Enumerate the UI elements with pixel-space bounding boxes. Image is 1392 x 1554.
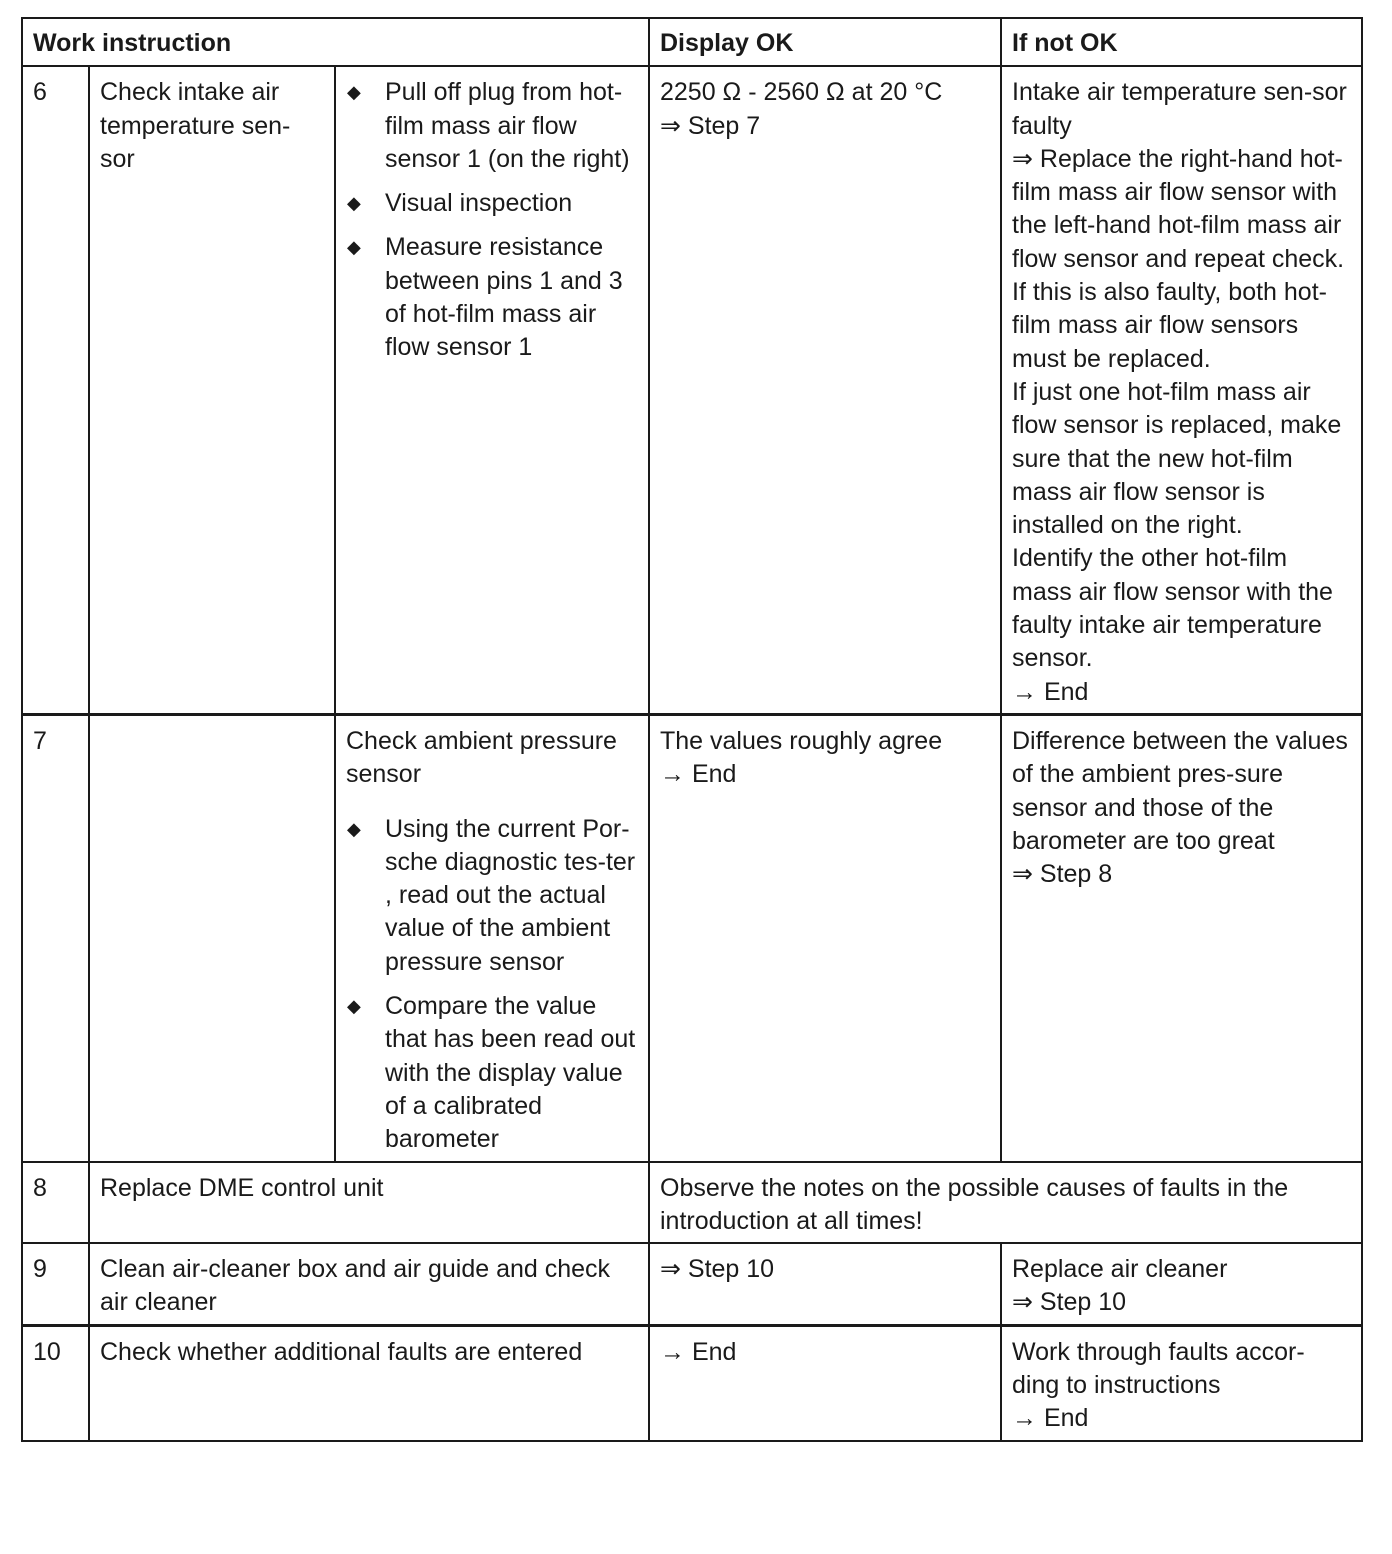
- diamond-bullet-icon: ◆: [347, 237, 361, 258]
- list-item: [346, 990, 638, 1156]
- action-text: Measure resistance between pins 1 and 3 of hot-film mass air flow sensor 1: [385, 233, 623, 362]
- step-actions: [335, 66, 649, 714]
- list-item: [346, 231, 638, 364]
- if-not-ok-text: Intake air temperature sen-sor faulty: [1012, 78, 1347, 140]
- step-action: Replace DME control unit: [89, 1162, 649, 1244]
- if-not-ok-text: ⇒ Replace the right-hand hot-film mass air flow sensor with the left-hand hot-film mass air flow sensor and repeat check.: [1012, 144, 1345, 273]
- if-not-ok-next: → End: [1012, 1404, 1089, 1433]
- if-not-ok-text: Difference between the values of the ambient pres-sure sensor and those of the barometer are too great: [1012, 726, 1348, 855]
- list-item: [346, 76, 638, 176]
- display-ok-next: → End: [660, 760, 737, 789]
- action-text: Visual inspection: [385, 189, 573, 218]
- action-text: Pull off plug from hot-film mass air flow sensor 1 (on the right): [385, 78, 630, 173]
- header-row: [22, 18, 1362, 66]
- header-work-instruction: Work instruction: [22, 18, 649, 66]
- step-number: 7: [22, 714, 89, 1161]
- if-not-ok-cell: [1001, 66, 1362, 714]
- display-ok-value: The values roughly agree: [660, 726, 943, 755]
- action-text: Compare the value that has been read out with the display value of a calibrated barometer: [385, 992, 636, 1154]
- table-row: [22, 714, 1362, 1161]
- step-title: Check intake air temperature sen-sor: [89, 66, 335, 714]
- display-ok-next: ⇒ Step 7: [660, 111, 761, 140]
- if-not-ok-text: Identify the other hot-film mass air flow sensor with the faulty intake air temperature sensor.: [1012, 544, 1333, 673]
- diamond-bullet-icon: ◆: [347, 82, 361, 103]
- if-not-ok-cell: [1001, 714, 1362, 1161]
- display-ok-value: 2250 Ω - 2560 Ω at 20 °C: [660, 78, 943, 107]
- step-number: 8: [22, 1162, 89, 1244]
- step-number: 9: [22, 1243, 89, 1325]
- if-not-ok-text: Work through faults accor-ding to instructions: [1012, 1337, 1305, 1399]
- step-title: [89, 714, 335, 1161]
- action-lead: Check ambient pressure sensor: [346, 726, 617, 789]
- diamond-bullet-icon: ◆: [347, 818, 361, 839]
- if-not-ok-text: Replace air cleaner: [1012, 1255, 1228, 1284]
- if-not-ok-text: If just one hot-film mass air flow sensor is replaced, make sure that the new hot-film mass air flow sensor is installed on the right.: [1012, 377, 1342, 540]
- work-instruction-table: [21, 17, 1363, 1442]
- list-item: [346, 813, 638, 979]
- step-number: 10: [22, 1325, 89, 1440]
- action-text: Using the current Por-sche diagnostic tes-ter , read out the actual value of the ambient pressure sensor: [385, 814, 636, 976]
- diamond-bullet-icon: ◆: [347, 193, 361, 214]
- step-actions: [335, 714, 649, 1161]
- step-action: Check whether additional faults are entered: [89, 1325, 649, 1440]
- action-list: [346, 813, 638, 1157]
- step-number: 6: [22, 66, 89, 714]
- if-not-ok-cell: [1001, 1243, 1362, 1325]
- action-list: [346, 76, 638, 364]
- if-not-ok-cell: [1001, 1325, 1362, 1440]
- if-not-ok-next: → End: [1012, 677, 1089, 706]
- table-row: [22, 1325, 1362, 1440]
- display-ok-cell: [649, 714, 1001, 1161]
- step-action: Clean air-cleaner box and air guide and check air cleaner: [89, 1243, 649, 1325]
- header-display-ok: Display OK: [649, 18, 1001, 66]
- if-not-ok-text: If this is also faulty, both hot-film mass air flow sensors must be replaced.: [1012, 278, 1327, 373]
- display-ok-cell: [649, 66, 1001, 714]
- header-if-not-ok: If not OK: [1001, 18, 1362, 66]
- diamond-bullet-icon: ◆: [347, 996, 361, 1017]
- table-row: [22, 66, 1362, 714]
- if-not-ok-next: ⇒ Step 8: [1012, 860, 1113, 889]
- step-note: Observe the notes on the possible causes of faults in the introduction at all times!: [649, 1162, 1362, 1244]
- display-ok-cell: → End: [649, 1325, 1001, 1440]
- table-row: [22, 1243, 1362, 1325]
- display-ok-cell: ⇒ Step 10: [649, 1243, 1001, 1325]
- if-not-ok-next: ⇒ Step 10: [1012, 1288, 1127, 1317]
- list-item: [346, 187, 638, 220]
- table-row: [22, 1162, 1362, 1244]
